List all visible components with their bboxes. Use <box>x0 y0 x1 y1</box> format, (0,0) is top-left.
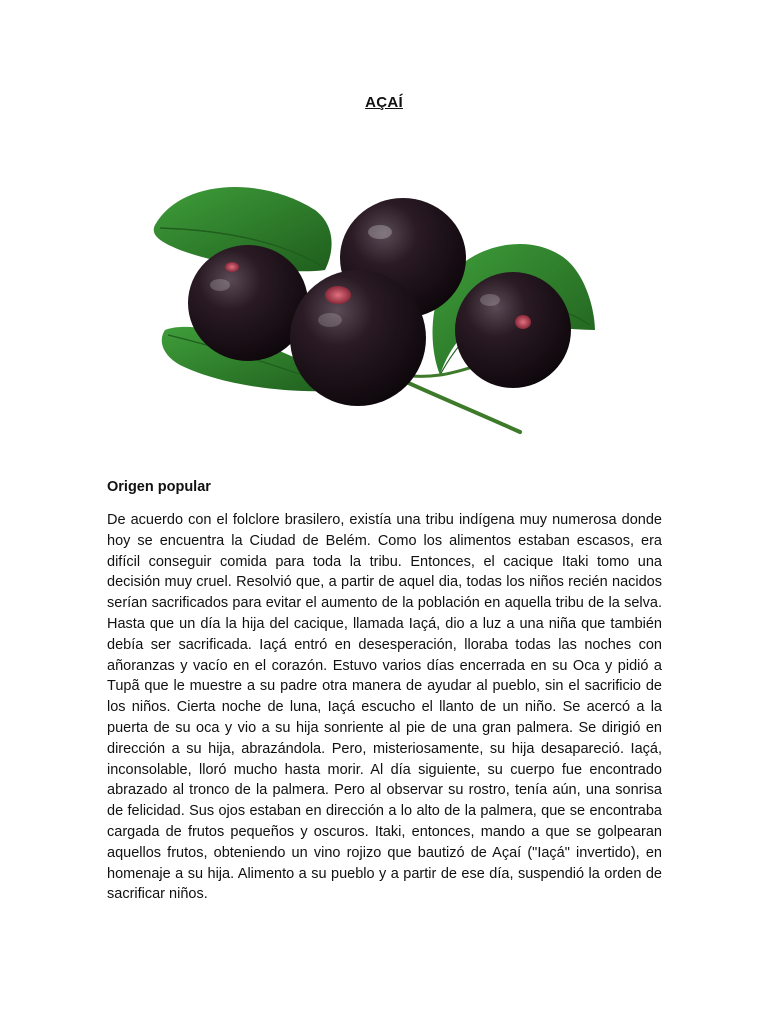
berry-right <box>455 272 571 388</box>
berry-front <box>290 270 426 406</box>
document-title: AÇAÍ <box>365 94 403 111</box>
acai-berries-image <box>140 170 610 440</box>
story-paragraph: De acuerdo con el folclore brasilero, existía una tribu indígena muy numerosa donde hoy se encuentra la Ciudad de Belém. Como los alimentos estaban escasos, era difícil conseguir comida para toda la tribu. Entonces, el cacique Itaki tomo una decisión muy cruel. Resolvió que, a partir de aquel dia, todas los niños recién nacidos serían sacrificados para evitar el aumento de la población en aquella tribu de la selva. Hasta que un día la hija del cacique, llamada Iaçá, dio a luz a una niña que también debía ser sacrificada. Iaçá entró en desesperación, lloraba todas las noches con añoranzas y vacío en el corazón. Estuvo varios días encerrada en su Oca y pidió a Tupã que le muestre a su padre otra manera de ayudar al pueblo, sin el sacrificio de los niños. Cierta noche de luna, Iaçá escucho el llanto de un niño. Se acercó a la puerta de su oca y vio a su hija sonriente al pie de una gran palmera. Se dirigió en dirección a su hija, abrazándola. Pero, misteriosamente, su hija desapareció. Iaçá, inconsolable, lloró mucho hasta morir. Al día siguiente, su cuerpo fue encontrado abrazado al tronco de la palmera. Pero al observar su rostro, tenía aún, una sonrisa de felicidad. Sus ojos estaban en dirección a lo alto de la palmera, que se encontraba cargada de frutos pequeños y oscuros. Itaki, entonces, mando a que se golpearan aquellos frutos, obteniendo un vino rojizo que bautizó de Açaí ("Iaçá" invertido), en homenaje a su hija. Alimento a su pueblo y a partir de ese día, suspendió la orden de sacrificar niños. <box>107 512 662 903</box>
berry-left <box>188 245 308 361</box>
section-heading: Origen popular <box>107 479 211 495</box>
